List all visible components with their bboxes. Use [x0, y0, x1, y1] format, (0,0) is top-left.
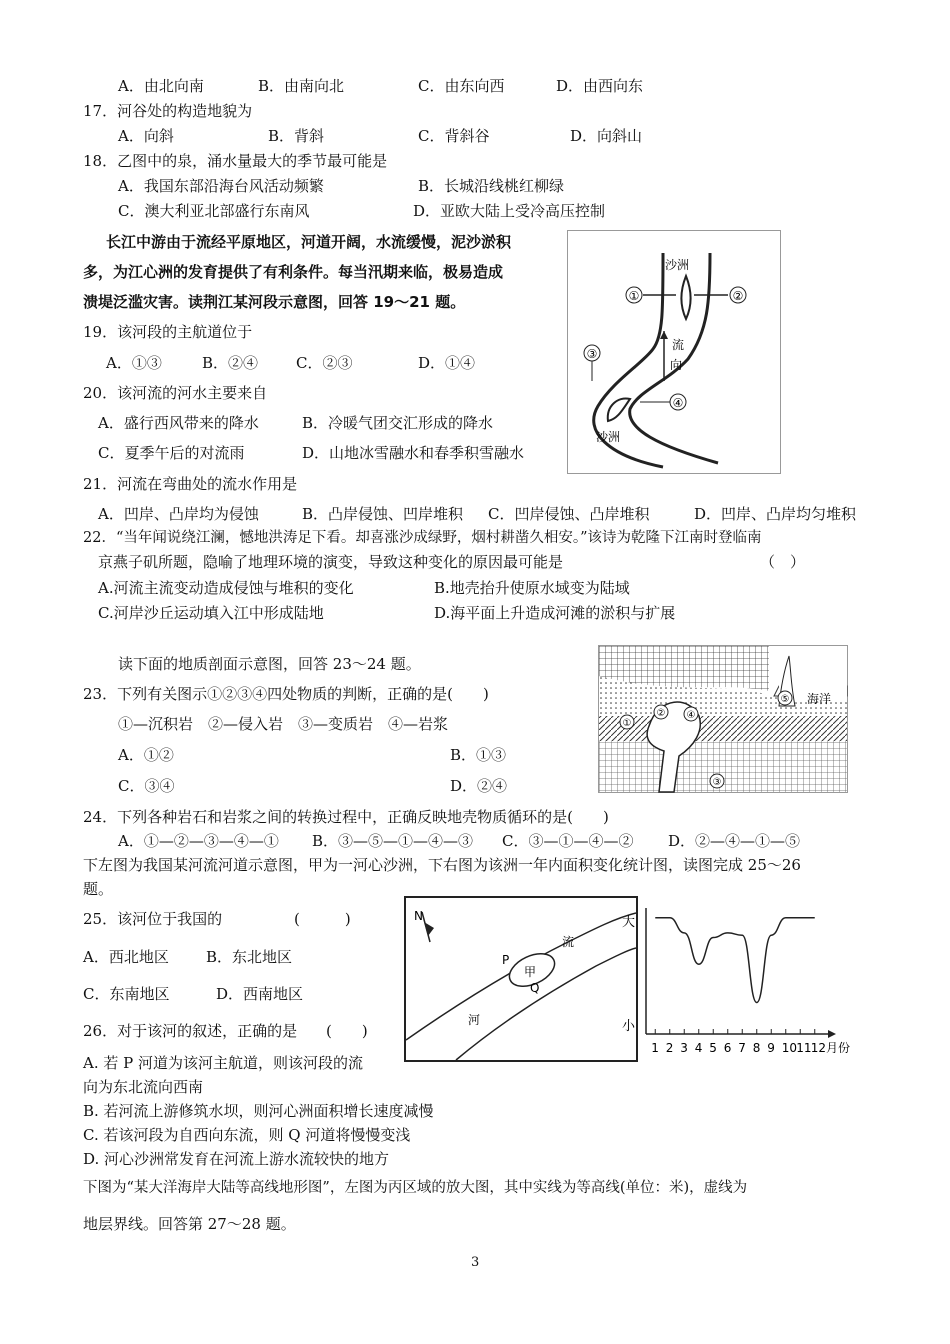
passage1-line1: 长江中游由于流经平原地区，河道开阔，水流缓慢，泥沙淤积 — [106, 233, 512, 251]
q18-option-c: C．澳大利亚北部盛行东南风 — [118, 202, 310, 220]
geo-label-4: ④ — [686, 710, 696, 721]
chart-x-tick-label: 5 — [709, 1041, 717, 1055]
q18-stem: 18．乙图中的泉，涌水量最大的季节最可能是 — [83, 152, 388, 170]
passage3-line1: 下左图为我国某河流河道示意图，甲为一河心沙洲，下右图为该洲一年内面积变化统计图，读图完成 25～26 — [83, 856, 801, 874]
q16-option-c: C．由东向西 — [418, 77, 505, 95]
geo-label-5: ⑤ — [780, 694, 790, 705]
q21-option-c: C．凹岸侵蚀、凸岸堆积 — [488, 505, 650, 523]
q17-option-a: A．向斜 — [118, 127, 174, 145]
chart-x-tick-label: 3 — [680, 1041, 688, 1055]
channel-label-flow: 流 — [562, 935, 575, 949]
chart-x-tick-label: 12月份 — [810, 1041, 851, 1055]
chart-y-top-label: 大 — [622, 915, 636, 930]
q24-option-c: C．③—①—④—② — [502, 832, 634, 850]
river-label-2: ② — [732, 289, 744, 303]
q24-stem: 24．下列各种岩石和岩浆之间的转换过程中，正确反映地壳物质循环的是( ) — [83, 808, 609, 826]
q19-option-b: B．②④ — [202, 354, 259, 372]
passage1-line2: 多，为江心洲的发育提供了有利条件。每当汛期来临，极易造成 — [83, 263, 504, 281]
chart-x-tick-label: 10 — [781, 1041, 798, 1055]
chart-series-line — [655, 918, 815, 1003]
q19-option-a: A．①③ — [106, 354, 162, 372]
passage1-line3: 溃堤泛滥灾害。读荆江某河段示意图，回答 19～21 题。 — [83, 293, 466, 311]
geo-label-ocean: 海洋 — [807, 692, 832, 706]
channel-label-north: N — [414, 909, 423, 923]
q22-stem-line2: 京燕子矶所题，隐喻了地理环境的演变，导致这种变化的原因最可能是 — [98, 553, 564, 571]
chart-x-tick-label: 4 — [694, 1041, 703, 1055]
chart-x-tick-label: 7 — [738, 1041, 746, 1055]
passage2: 读下面的地质剖面示意图，回答 23～24 题。 — [118, 655, 421, 673]
chart-x-arrow — [828, 1030, 836, 1038]
passage3-line2: 题。 — [83, 880, 114, 898]
passage4-line1: 下图为“某大洋海岸大陆等高线地形图”，左图为丙区域的放大图，其中实线为等高线(单位：米)，虚线为 — [83, 1180, 748, 1196]
q18-option-d: D．亚欧大陆上受冷高压控制 — [413, 202, 606, 220]
q25-answer-paren: ( ) — [294, 910, 351, 928]
river-label-flow: 流 — [672, 338, 685, 352]
q17-option-b: B．背斜 — [268, 127, 325, 145]
q24-option-a: A．①—②—③—④—① — [118, 832, 279, 850]
q19-option-d: D．①④ — [418, 354, 476, 372]
q23-option-a: A．①② — [118, 746, 174, 764]
q26-option-b: B. 若河流上游修筑水坝，则河心洲面积增长速度减慢 — [83, 1102, 434, 1120]
chart-y-bottom-label: 小 — [622, 1019, 636, 1034]
q20-stem: 20．该河流的河水主要来自 — [83, 384, 268, 402]
q25-option-b: B．东北地区 — [206, 948, 293, 966]
q22-option-d: D.海平面上升造成河滩的淤积与扩展 — [434, 604, 676, 622]
river-label-shazhou-top: 沙洲 — [665, 258, 690, 272]
q25-option-c: C．东南地区 — [83, 985, 170, 1003]
q20-option-a: A．盛行西风带来的降水 — [98, 414, 259, 432]
q26-stem: 26．对于该河的叙述，正确的是 — [83, 1022, 298, 1040]
sandbar-area-chart — [622, 896, 851, 1062]
river-label-direction: 向 — [670, 358, 683, 372]
q20-option-c: C．夏季午后的对流雨 — [98, 444, 245, 462]
q18-option-b: B．长城沿线桃红柳绿 — [418, 177, 565, 195]
river-label-4: ④ — [672, 396, 684, 410]
q21-option-d: D．凹岸、凸岸均匀堆积 — [694, 505, 857, 523]
chart-x-tick-label: 8 — [752, 1041, 761, 1055]
q25-option-a: A．西北地区 — [83, 948, 169, 966]
geo-label-3: ③ — [712, 777, 722, 788]
q23-stem: 23．下列有关图示①②③④四处物质的判断，正确的是( ) — [83, 685, 489, 703]
channel-label-q: Q — [530, 981, 540, 995]
q16-option-a: A．由北向南 — [118, 77, 204, 95]
chart-x-tick-label: 2 — [665, 1041, 674, 1055]
q26-option-a-line2: 向为东北流向西南 — [83, 1078, 204, 1096]
q18-option-a: A．我国东部沿海台风活动频繁 — [118, 177, 324, 195]
q21-stem: 21．河流在弯曲处的流水作用是 — [83, 475, 298, 493]
river-label-shazhou-bottom: 沙洲 — [596, 430, 621, 444]
geologic-section-figure — [598, 645, 848, 793]
channel-label-p: P — [502, 953, 510, 967]
q20-option-b: B．冷暖气团交汇形成的降水 — [302, 414, 494, 432]
q21-option-b: B．凸岸侵蚀、凹岸堆积 — [302, 505, 464, 523]
river-channel-figure — [404, 896, 638, 1062]
q23-option-d: D．②④ — [450, 777, 508, 795]
chart-x-tick-label: 11 — [796, 1041, 812, 1055]
q24-option-b: B．③—⑤—①—④—③ — [312, 832, 474, 850]
q21-option-a: A．凹岸、凸岸均为侵蚀 — [98, 505, 259, 523]
q26-option-c: C. 若该河段为自西向东流，则 Q 河道将慢慢变浅 — [83, 1126, 411, 1144]
river-label-1: ① — [628, 289, 640, 303]
passage4-line2: 地层界线。回答第 27～28 题。 — [83, 1215, 296, 1233]
q17-stem: 17．河谷处的构造地貌为 — [83, 102, 253, 120]
q17-option-c: C．背斜谷 — [418, 127, 490, 145]
q26-answer-paren: ( ) — [326, 1022, 368, 1040]
q22-option-b: B.地壳抬升使原水域变为陆域 — [434, 579, 630, 597]
chart-x-tick-label: 6 — [723, 1041, 732, 1055]
channel-label-river: 河 — [468, 1013, 481, 1027]
chart-x-tick-label: 1 — [651, 1041, 659, 1055]
q19-stem: 19．该河段的主航道位于 — [83, 323, 253, 341]
river-section-figure — [567, 230, 781, 474]
q23-option-b: B．①③ — [450, 746, 507, 764]
q24-option-d: D．②—④—①—⑤ — [668, 832, 801, 850]
q16-option-b: B．由南向北 — [258, 77, 345, 95]
q20-option-d: D．山地冰雪融水和春季积雪融水 — [302, 444, 525, 462]
channel-label-jia: 甲 — [524, 965, 537, 979]
q25-stem: 25．该河位于我国的 — [83, 910, 223, 928]
q26-option-a-line1: A. 若 P 河道为该河主航道，则该河段的流 — [83, 1054, 363, 1072]
q16-option-d: D．由西向东 — [556, 77, 644, 95]
geo-label-2: ② — [656, 708, 666, 719]
q25-option-d: D．西南地区 — [216, 985, 304, 1003]
q23-substem: ①—沉积岩 ②—侵入岩 ③—变质岩 ④—岩浆 — [118, 715, 449, 733]
river-label-3: ③ — [586, 347, 598, 361]
q22-option-c: C.河岸沙丘运动填入江中形成陆地 — [98, 604, 324, 622]
q22-option-a: A.河流主流变动造成侵蚀与堆积的变化 — [98, 579, 354, 597]
q19-option-c: C．②③ — [296, 354, 353, 372]
q26-option-d: D. 河心沙洲常发育在河流上游水流较快的地方 — [83, 1150, 390, 1168]
q22-stem-line1: 22．“当年闻说绕江澜，憾地洪涛足下看。却喜涨沙成绿野，烟村耕凿久相安。”该诗为乾隆下江南时登临南 — [83, 530, 762, 546]
page-number: 3 — [471, 1255, 480, 1270]
q22-answer-paren: （ ） — [760, 553, 806, 571]
q17-option-d: D．向斜山 — [570, 127, 643, 145]
chart-x-tick-label: 9 — [767, 1041, 775, 1055]
q23-option-c: C．③④ — [118, 777, 175, 795]
geo-label-1: ① — [622, 718, 632, 729]
